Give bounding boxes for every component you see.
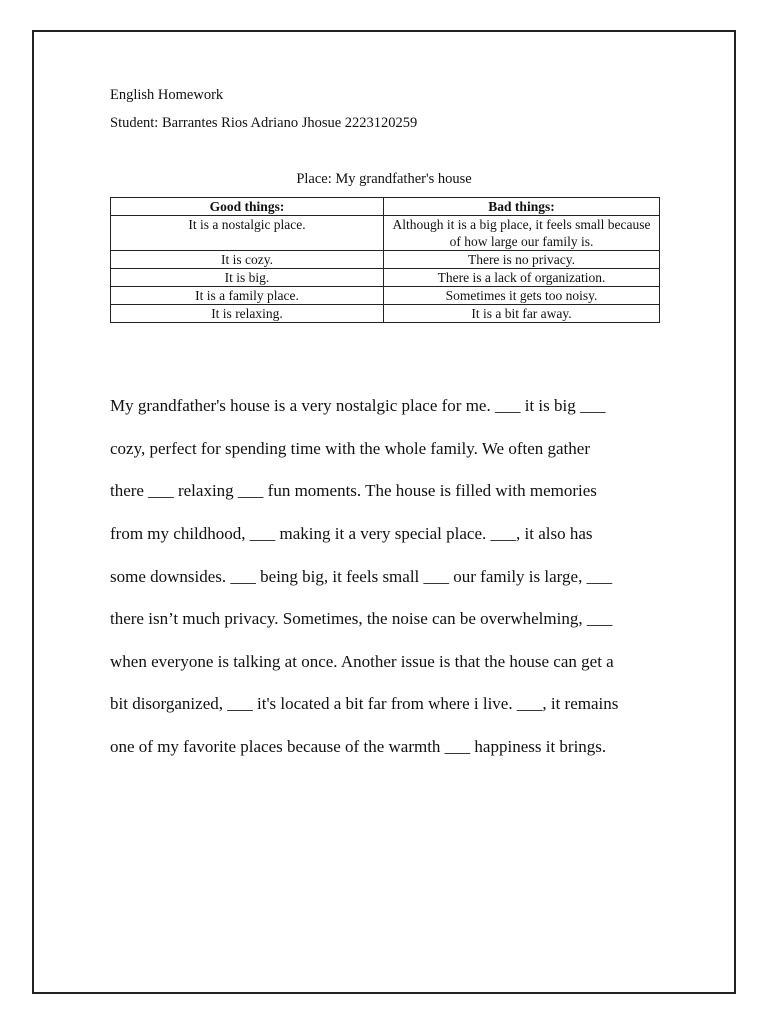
paragraph-line: one of my favorite places because of the warmth ___ happiness it brings. bbox=[110, 737, 607, 757]
bad-thing-cell: There is a lack of organization. bbox=[384, 269, 660, 287]
document-title: English Homework bbox=[110, 87, 224, 103]
table-row bbox=[111, 216, 660, 251]
table-row bbox=[111, 269, 660, 287]
good-thing-cell: It is a family place. bbox=[111, 287, 384, 305]
good-thing-cell: It is relaxing. bbox=[111, 305, 384, 323]
paragraph-line: there isn’t much privacy. Sometimes, the noise can be overwhelming, ___ bbox=[110, 609, 613, 629]
paragraph-line: some downsides. ___ being big, it feels small ___ our family is large, ___ bbox=[110, 566, 613, 586]
paragraph-line: there ___ relaxing ___ fun moments. The house is filled with memories bbox=[110, 481, 597, 501]
bad-thing-cell: There is no privacy. bbox=[384, 251, 660, 269]
paragraph-line: from my childhood, ___ making it a very special place. ___, it also has bbox=[110, 524, 593, 544]
student-name: Student: Barrantes Rios Adriano Jhosue 2223120259 bbox=[110, 115, 418, 131]
bad-thing-cell: Sometimes it gets too noisy. bbox=[384, 287, 660, 305]
table-header-row bbox=[111, 198, 660, 216]
bad-thing-cell: It is a bit far away. bbox=[384, 305, 660, 323]
bad-thing-cell: Although it is a big place, it feels small because of how large our family is. bbox=[384, 216, 660, 251]
table-row bbox=[111, 287, 660, 305]
table-row bbox=[111, 305, 660, 323]
good-bad-table bbox=[110, 197, 660, 323]
fill-in-paragraph bbox=[110, 374, 650, 779]
paragraph-line: cozy, perfect for spending time with the whole family. We often gather bbox=[110, 438, 590, 458]
good-thing-cell: It is a nostalgic place. bbox=[111, 216, 384, 251]
good-thing-cell: It is cozy. bbox=[111, 251, 384, 269]
paragraph-line: bit disorganized, ___ it's located a bit far from where i live. ___, it remains bbox=[110, 694, 619, 714]
paragraph-line: when everyone is talking at once. Another issue is that the house can get a bbox=[110, 651, 614, 671]
column-header-good: Good things: bbox=[111, 198, 384, 216]
place-title: Place: My grandfather's house bbox=[296, 171, 472, 187]
good-thing-cell: It is big. bbox=[111, 269, 384, 287]
column-header-bad: Bad things: bbox=[384, 198, 660, 216]
table-row bbox=[111, 251, 660, 269]
paragraph-line: My grandfather's house is a very nostalgic place for me. ___ it is big ___ bbox=[110, 396, 606, 416]
